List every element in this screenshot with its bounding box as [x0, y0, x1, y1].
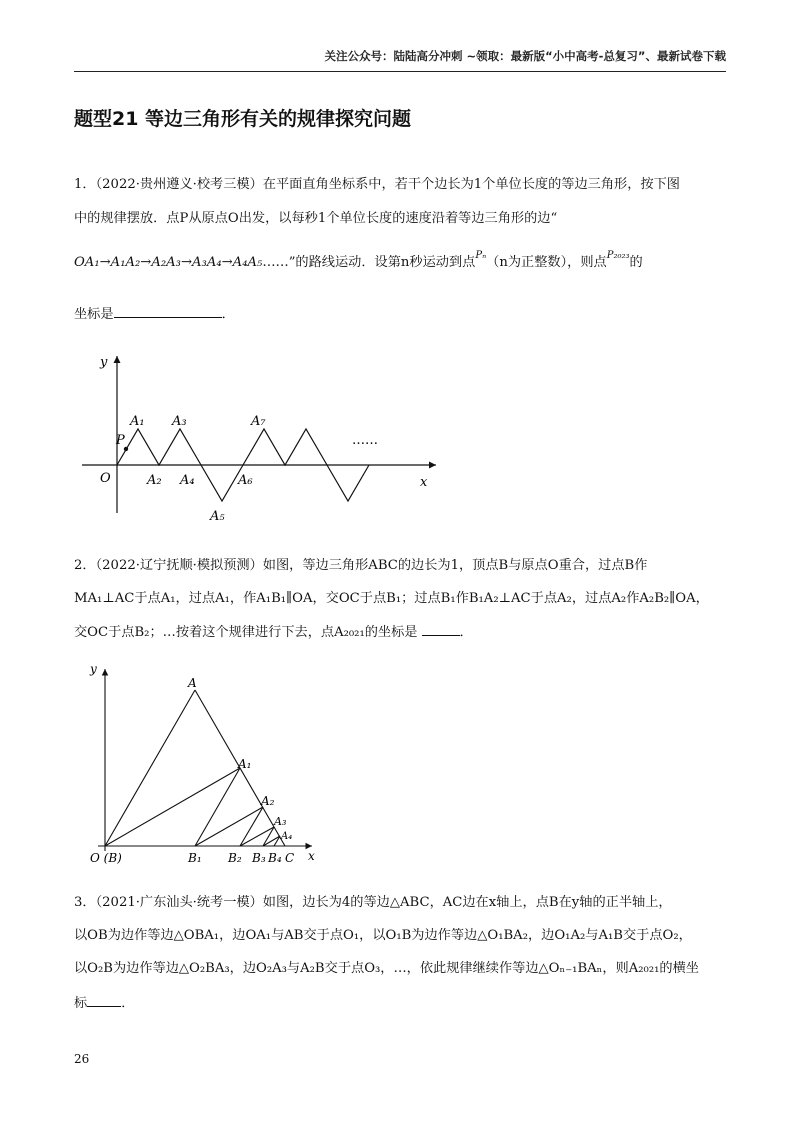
- q2-label-b1: B₁: [188, 851, 202, 865]
- q2-line3: [74, 624, 473, 639]
- q1-label-a4: A₄: [180, 473, 195, 488]
- q2-construction-lines: [105, 690, 285, 846]
- q1-label-a1: A₁: [130, 414, 145, 429]
- q3-line4-end: ．: [121, 996, 135, 1011]
- q2-label-a3: A₃: [274, 815, 287, 828]
- q2-line2: MA₁⊥AC于点A₁，过点A₁，作A₁B₁∥OA，交OC于点B₁；过点B₁作B₁A₂⊥AC于点A₂，过点A₂作A₂B₂∥OA，: [74, 591, 709, 606]
- q1-line4: [74, 306, 235, 321]
- q2-label-c: C: [285, 851, 295, 865]
- q1-p-label: P: [116, 433, 125, 448]
- q2-label-a4: A₄: [281, 831, 293, 842]
- q1-line3: [74, 250, 643, 270]
- q3-line4-text: 标: [74, 996, 88, 1011]
- q1-label-a2: A₂: [147, 473, 162, 488]
- q1-answer-prompt: 坐标是: [74, 307, 114, 322]
- q3-answer-blank: [87, 995, 121, 1007]
- section-title: 题型21 等边三角形有关的规律探究问题: [74, 108, 412, 130]
- q1-label-a7: A₇: [251, 414, 266, 429]
- q2-line1: 2．（2022·辽宁抚顺·模拟预测）如图，等边三角形ABC的边长为1，顶点B与原点O重合，过点B作: [74, 558, 648, 573]
- q1-path-expression: OA₁→A₁A₂→A₂A₃→A₃A₄→A₄A₅: [74, 255, 263, 270]
- q1-line4-end: ．: [221, 307, 235, 322]
- q1-line1: 1．（2022·贵州遵义·校考三模）在平面直角坐标系中，若干个边长为1个单位长度的等边三角形，按下图: [74, 177, 680, 192]
- q2-x-label: x: [308, 849, 315, 863]
- q1-label-a5: A₅: [210, 509, 225, 524]
- q3-line2: 以OB为边作等边△OBA₁，边OA₁与AB交于点O₁，以O₁B为边作等边△O₁BA₂，边O₁A₂与A₁B交于点O₂，: [74, 928, 692, 943]
- page-header-text: 关注公众号：陆陆高分冲刺 ~领取：最新版“小中高考-总复习”、最新试卷下载: [324, 49, 726, 63]
- q2-answer-blank: [422, 624, 460, 636]
- q3-line3: 以O₂B为边作等边△O₂BA₃，边O₂A₃与A₂B交于点O₃，…，依此规律继续作等边△Oₙ₋₁BAₙ，则A₂₀₂₁的横坐: [74, 961, 699, 976]
- q1-pn: Pₙ: [475, 250, 487, 261]
- q1-line3-mid: ……”的路线运动．设第n秒运动到点: [262, 255, 476, 270]
- q2-triangle-figure: [80, 655, 330, 870]
- q1-p2023: P₂₀₂₃: [606, 250, 630, 261]
- q2-label-a2: A₂: [261, 794, 275, 808]
- q3-line1: 3．（2021·广东汕头·统考一模）如图，边长为4的等边△ABC，AC边在x轴上，点B在y轴的正半轴上，: [74, 895, 672, 910]
- q2-label-a: A: [188, 676, 197, 690]
- q2-line3-end: ．: [459, 625, 473, 640]
- q2-y-label: y: [90, 662, 97, 676]
- q1-label-a3: A₃: [172, 414, 187, 429]
- q2-line3-text: 交OC于点B₂；…按着这个规律进行下去，点A₂₀₂₁的坐标是: [74, 625, 418, 640]
- q1-line3-paren: （n为正整数），则点: [486, 255, 607, 270]
- q2-origin-label: O (B): [90, 851, 122, 865]
- q2-label-b3: B₃: [252, 851, 266, 865]
- q2-label-b2: B₂: [228, 851, 242, 865]
- q3-line4: [74, 995, 134, 1010]
- q1-y-label: y: [100, 355, 108, 370]
- q1-continuation-dots: ……: [352, 433, 378, 448]
- page-number: 26: [74, 1052, 90, 1066]
- q1-zigzag-figure: [80, 348, 450, 528]
- q1-answer-blank: [114, 306, 222, 318]
- header-rule: [74, 71, 726, 72]
- q2-label-a1: A₁: [238, 757, 252, 771]
- q1-x-label: x: [420, 475, 428, 490]
- q1-line2: 中的规律摆放．点P从原点O出发，以每秒1个单位长度的速度沿着等边三角形的边“: [74, 211, 558, 226]
- q1-line3-end: 的: [629, 255, 643, 270]
- q1-label-a6: A₆: [238, 473, 253, 488]
- q2-label-b4: B₄: [268, 851, 282, 865]
- q1-origin-label: O: [100, 471, 111, 486]
